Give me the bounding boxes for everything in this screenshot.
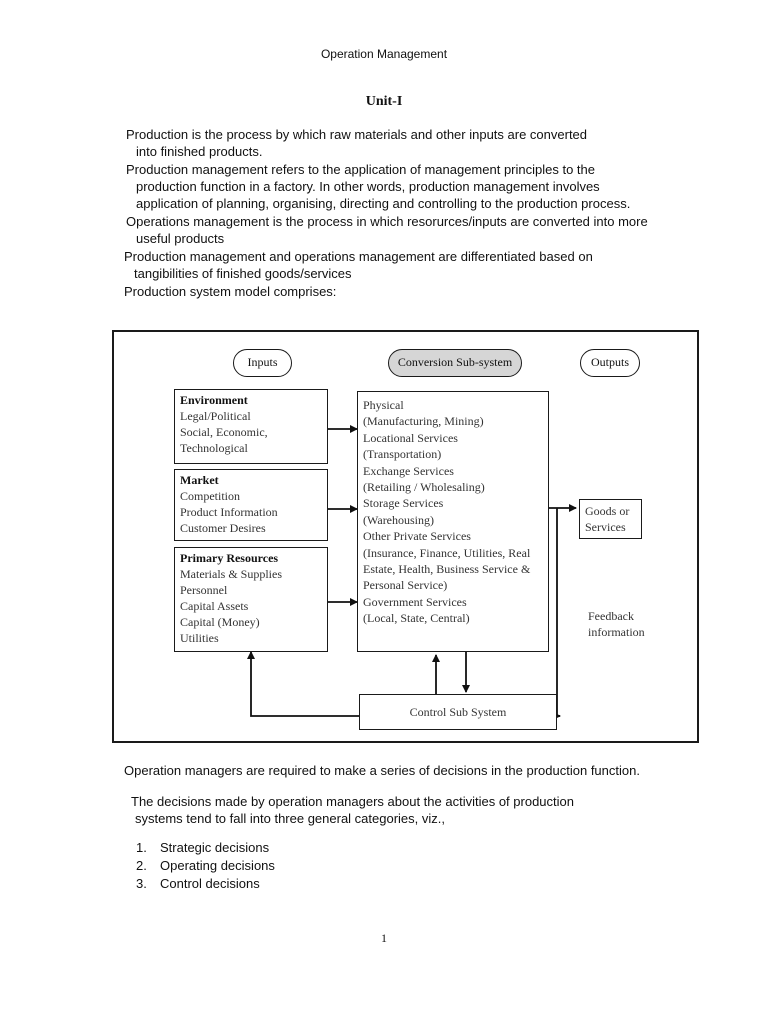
paragraph-line: application of planning, organising, directing and controlling to the production process.: [136, 196, 631, 211]
paragraph-line: Production system model comprises:: [124, 284, 337, 299]
conversion-box: [357, 391, 549, 652]
page-number: 1: [381, 931, 387, 945]
list-number: 1.: [136, 840, 147, 855]
list-text: Operating decisions: [160, 858, 275, 873]
paragraph-production: [126, 126, 679, 160]
paragraph-line: The decisions made by operation managers about the activities of production: [131, 794, 574, 809]
paragraph-production-management: [126, 161, 679, 212]
paragraph-line: into finished products.: [136, 144, 263, 159]
conversion-line: Personal Service): [363, 578, 448, 593]
primary-resources-box: [174, 547, 328, 652]
paragraph-line: Production management and operations management are differentiated based on: [124, 249, 593, 264]
conversion-line: Locational Services: [363, 430, 458, 445]
primary-resources-line: Capital Assets: [180, 599, 249, 613]
list-item: [136, 857, 275, 875]
conversion-line: Estate, Health, Business Service &: [363, 562, 531, 577]
environment-line: Technological: [180, 441, 248, 455]
primary-resources-line: Capital (Money): [180, 615, 260, 629]
paragraph-line: production function in a factory. In other words, production management involves: [136, 179, 600, 194]
primary-resources-line: Personnel: [180, 583, 228, 597]
conversion-line: (Local, State, Central): [363, 611, 470, 626]
conversion-line: Storage Services: [363, 496, 444, 511]
list-text: Control decisions: [160, 876, 260, 891]
paragraph-line: useful products: [136, 231, 225, 246]
list-item: [136, 839, 275, 857]
paragraph-decision-categories: [131, 793, 679, 827]
feedback-line-text: Feedback: [588, 609, 634, 623]
list-number: 2.: [136, 858, 147, 873]
paragraph-line: tangibilities of finished goods/services: [134, 266, 352, 281]
market-line: Product Information: [180, 505, 278, 519]
market-line: Competition: [180, 489, 240, 503]
goods-line: Services: [585, 520, 626, 534]
paragraph-decisions-intro: Operation managers are required to make a series of decisions in the production function.: [124, 763, 640, 778]
goods-or-services-box: [579, 499, 642, 539]
primary-resources-title: Primary Resources: [180, 551, 279, 565]
conversion-line: (Warehousing): [363, 512, 435, 527]
conversion-line: (Retailing / Wholesaling): [363, 480, 485, 495]
page-header: Operation Management: [320, 47, 448, 61]
environment-line: Legal/Political: [180, 409, 251, 423]
market-line: Customer Desires: [180, 521, 266, 535]
primary-resources-line: Materials & Supplies: [180, 567, 282, 581]
paragraph-model: [124, 283, 679, 300]
inputs-label: Inputs: [233, 349, 292, 377]
market-title: Market: [180, 473, 219, 487]
conversion-line: Exchange Services: [363, 463, 454, 478]
environment-box: [174, 389, 328, 464]
conversion-line: (Transportation): [363, 447, 442, 462]
decision-list: [136, 839, 275, 893]
goods-line: Goods or: [585, 504, 630, 518]
paragraph-line: Operations management is the process in which resorurces/inputs are converted into more: [126, 214, 648, 229]
list-number: 3.: [136, 876, 147, 891]
conversion-subsystem-label: Conversion Sub-system: [388, 349, 522, 377]
arrow-control-to-inputs: [251, 652, 360, 716]
conversion-line: (Insurance, Finance, Utilities, Real: [363, 545, 531, 560]
paragraph-line: Production is the process by which raw materials and other inputs are converted: [126, 127, 588, 142]
list-text: Strategic decisions: [160, 840, 270, 855]
conversion-line: (Manufacturing, Mining): [363, 414, 484, 429]
list-item: [136, 875, 275, 893]
production-system-diagram: [112, 330, 699, 743]
environment-line: Social, Economic,: [180, 425, 268, 439]
feedback-line-text: information: [588, 625, 645, 639]
paragraph-differentiation: [124, 248, 679, 282]
paragraph-operations-management: [126, 213, 679, 247]
conversion-line: Physical: [363, 398, 404, 412]
conversion-line: Government Services: [363, 594, 467, 609]
outputs-label: Outputs: [580, 349, 640, 377]
unit-heading: Unit-I: [365, 94, 403, 109]
paragraph-line: systems tend to fall into three general categories, viz.,: [135, 811, 445, 826]
control-subsystem-box: Control Sub System: [359, 694, 557, 730]
paragraph-line: Production management refers to the application of management principles to the: [126, 162, 595, 177]
environment-title: Environment: [180, 393, 248, 407]
feedback-information-label: [588, 608, 645, 640]
market-box: [174, 469, 328, 541]
conversion-line: Other Private Services: [363, 529, 471, 544]
primary-resources-line: Utilities: [180, 631, 219, 645]
